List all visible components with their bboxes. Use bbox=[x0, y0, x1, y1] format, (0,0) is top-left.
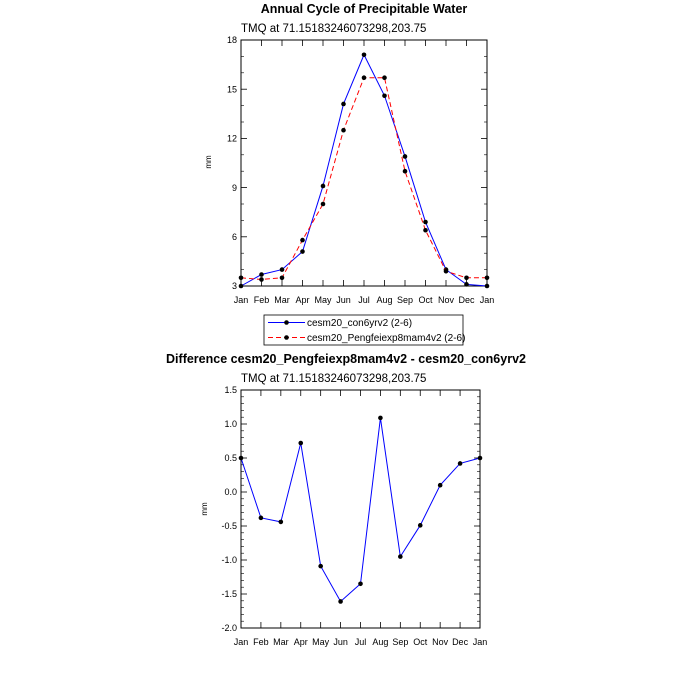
bottom-chart-xtick-label: Apr bbox=[293, 637, 308, 647]
top-chart-series-0-point bbox=[239, 284, 244, 289]
top-chart-xtick-label: May bbox=[314, 295, 332, 305]
top-chart-xtick-label: Aug bbox=[376, 295, 393, 305]
top-chart-xtick-label: Jul bbox=[358, 295, 370, 305]
legend-marker-experiment bbox=[284, 335, 289, 340]
top-chart-series-0-line bbox=[241, 55, 487, 286]
bottom-chart-ytick-label: -1.5 bbox=[221, 589, 237, 600]
top-chart-series-0-point bbox=[259, 272, 264, 277]
bottom-chart-xtick-label: Jan bbox=[472, 637, 488, 647]
top-chart-legend bbox=[264, 315, 465, 345]
bottom-chart-series-0-point bbox=[318, 564, 323, 569]
bottom-chart-ytick-label: 0.5 bbox=[224, 453, 237, 464]
top-chart-series-0-point bbox=[382, 93, 387, 98]
bottom-chart-series-0-point bbox=[338, 599, 343, 604]
top-chart-ytick-label: 15 bbox=[226, 84, 237, 95]
top-chart-ytick-label: 9 bbox=[231, 182, 237, 193]
top-chart-series-1-point bbox=[382, 75, 387, 80]
top-chart-subtitle: TMQ at 71.15183246073298,203.75 bbox=[241, 23, 427, 35]
top-chart-xtick-label: Mar bbox=[274, 295, 290, 305]
top-chart-ylabel: mm bbox=[204, 155, 213, 169]
top-chart-series-0-point bbox=[300, 249, 305, 254]
top-chart-xtick-label: Jan bbox=[479, 295, 495, 305]
top-chart-xtick-label: Jun bbox=[336, 295, 351, 305]
bottom-chart-series-0-line bbox=[241, 418, 480, 602]
top-chart-series-0-point bbox=[485, 284, 490, 289]
bottom-chart-series-0-point bbox=[279, 520, 284, 525]
top-chart-xtick-label: Apr bbox=[295, 295, 310, 305]
top-chart-series-1-point bbox=[485, 276, 490, 281]
bottom-chart-ytick-label: -2.0 bbox=[221, 623, 237, 634]
bottom-chart-xtick-label: Oct bbox=[413, 637, 428, 647]
top-chart-series-0-point bbox=[464, 282, 469, 287]
top-chart-series-1-point bbox=[423, 228, 428, 233]
bottom-chart-series-0-point bbox=[398, 554, 403, 559]
top-chart-series-0-point bbox=[423, 220, 428, 225]
bottom-chart-ytick-label: -0.5 bbox=[221, 521, 237, 532]
top-chart-series-0-point bbox=[362, 52, 367, 57]
bottom-chart-xtick-label: Jun bbox=[333, 637, 348, 647]
bottom-chart-xtick-label: Nov bbox=[432, 637, 449, 647]
top-chart-xtick-label: Nov bbox=[437, 295, 455, 305]
legend-marker-control bbox=[284, 320, 289, 325]
legend-label-experiment: cesm20_Pengfeiexp8mam4v2 (2-6) bbox=[307, 333, 466, 344]
top-chart-series-1-point bbox=[239, 276, 244, 281]
legend-label-control: cesm20_con6yrv2 (2-6) bbox=[307, 318, 413, 329]
bottom-chart-xtick-label: Jan bbox=[233, 637, 249, 647]
top-chart-series-0-point bbox=[403, 154, 408, 159]
bottom-chart-series-0-point bbox=[438, 483, 443, 488]
top-chart-xtick-label: Oct bbox=[418, 295, 433, 305]
bottom-chart-title: Difference cesm20_Pengfeiexp8mam4v2 - cesm20_con6yrv2 bbox=[166, 352, 526, 366]
bottom-chart-ytick-label: 1.0 bbox=[224, 419, 237, 430]
bottom-chart-xtick-label: Dec bbox=[452, 637, 469, 647]
top-chart-xtick-label: Jan bbox=[233, 295, 249, 305]
top-chart-plot bbox=[227, 35, 494, 305]
top-chart-xtick-label: Dec bbox=[458, 295, 475, 305]
top-chart-series-0-point bbox=[341, 102, 346, 107]
top-chart-series-1-point bbox=[341, 128, 346, 133]
top-chart-series-1-point bbox=[321, 202, 326, 207]
top-chart-series-1-point bbox=[300, 238, 305, 243]
bottom-chart-ylabel: mm bbox=[200, 502, 209, 516]
top-chart-series-1-point bbox=[362, 75, 367, 80]
top-chart-series-0-point bbox=[280, 267, 285, 272]
top-chart-series-1-point bbox=[280, 276, 285, 281]
bottom-chart-series-0-point bbox=[418, 523, 423, 528]
top-chart-series-0-point bbox=[321, 184, 326, 189]
bottom-chart-ytick-label: 0.0 bbox=[224, 487, 237, 498]
bottom-chart-series-0-point bbox=[458, 461, 463, 466]
top-chart-title: Annual Cycle of Precipitable Water bbox=[260, 2, 468, 16]
top-chart-series-1-line bbox=[241, 78, 487, 280]
bottom-chart-frame bbox=[241, 390, 480, 628]
bottom-chart-xtick-label: Aug bbox=[372, 637, 389, 647]
top-chart-xtick-label: Sep bbox=[396, 295, 414, 305]
top-chart-ytick-label: 12 bbox=[226, 133, 237, 144]
bottom-chart-series-0-point bbox=[378, 416, 383, 421]
top-chart-ytick-label: 6 bbox=[231, 232, 237, 242]
bottom-chart-series-0-point bbox=[239, 456, 244, 461]
bottom-chart-series-0-point bbox=[298, 441, 303, 446]
bottom-chart-series-0-point bbox=[478, 456, 483, 461]
top-chart-ytick-label: 18 bbox=[226, 35, 237, 46]
top-chart-series-1-point bbox=[444, 269, 449, 274]
top-chart-ytick-label: 3 bbox=[231, 281, 237, 292]
bottom-chart-ytick-label: -1.0 bbox=[221, 555, 237, 566]
bottom-chart-subtitle: TMQ at 71.15183246073298,203.75 bbox=[241, 373, 427, 385]
top-chart-series-1-point bbox=[464, 276, 469, 281]
bottom-chart-series-0-point bbox=[259, 516, 264, 521]
top-chart-xtick-label: Feb bbox=[253, 295, 270, 305]
bottom-chart-ytick-label: 1.5 bbox=[224, 385, 237, 396]
top-chart-series-1-point bbox=[403, 169, 408, 174]
bottom-chart-xtick-label: Sep bbox=[392, 637, 409, 647]
bottom-chart-xtick-label: May bbox=[312, 637, 330, 647]
bottom-chart-series-0-point bbox=[358, 582, 363, 587]
bottom-chart-xtick-label: Feb bbox=[253, 637, 269, 647]
bottom-chart-plot bbox=[221, 385, 487, 647]
bottom-chart-xtick-label: Jul bbox=[354, 637, 367, 647]
top-chart-series-1-point bbox=[259, 277, 264, 282]
bottom-chart-xtick-label: Mar bbox=[273, 637, 289, 647]
